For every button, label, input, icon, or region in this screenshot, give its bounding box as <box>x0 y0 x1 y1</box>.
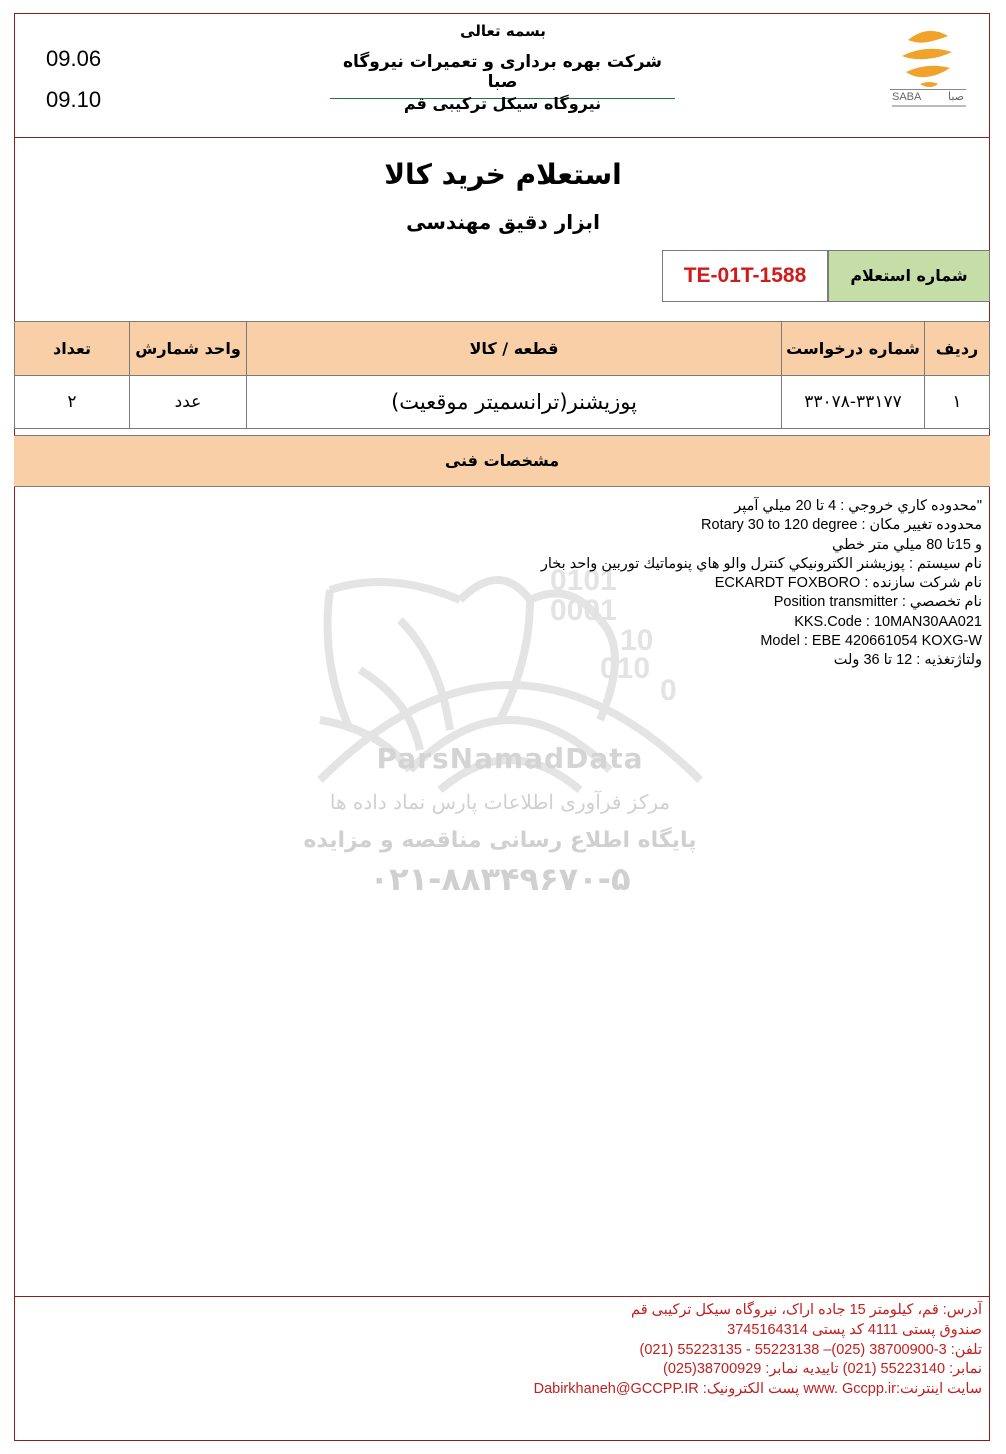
footer-web-email: سایت اینترنت:www. Gccpp.ir پست الکترونیک: Dabirkhaneh@GCCPP.IR <box>533 1381 982 1398</box>
saba-logo <box>880 22 975 112</box>
col-header-request: شماره درخواست <box>782 322 925 376</box>
table-row <box>15 376 990 429</box>
date-2: 09.10 <box>46 87 102 112</box>
cell-request-number: ۳۳۰۷۸-۳۳۱۷۷ <box>782 376 925 429</box>
date-1: 09.06 <box>46 46 102 71</box>
page-title: استعلام خرید کالا <box>384 158 622 191</box>
inquiry-number: TE-01T-1588 <box>662 250 828 302</box>
footer-phone: تلفن: 3-38700900 (025)– 55223138 - 55223135 (021) <box>639 1341 982 1358</box>
col-header-row: ردیف <box>925 322 990 376</box>
watermark-brand: ParsNamadData <box>376 742 644 775</box>
items-table <box>14 321 990 429</box>
cell-qty: ۲ <box>15 376 130 429</box>
watermark-digits-4: 010 <box>600 652 651 685</box>
watermark-phone: ۰۲۱-۸۸۳۴۹۶۷۰-۵ <box>369 860 631 898</box>
spec-line: "محدوده کاري خروجي : 4 تا 20 ميلي آمپر <box>734 498 982 514</box>
footer-postbox: صندوق پستی 4111 کد پستی 3745164314 <box>727 1321 982 1338</box>
cell-unit: عدد <box>130 376 247 429</box>
spec-line: نام شركت سازنده : ECKARDT FOXBORO <box>714 575 982 592</box>
spec-line: نام تخصصي : Position transmitter <box>773 594 982 611</box>
cell-item: پوزیشنر(ترانسمیتر موقعیت) <box>247 376 782 429</box>
specs-lines <box>282 497 982 671</box>
dates <box>46 38 101 120</box>
spec-line: نام سيستم : پوزيشنر الكترونيكي كنترل والو هاي پنوماتيك توربين واحد بخار <box>540 555 982 572</box>
watermark-digits-5: 0 <box>660 674 677 707</box>
watermark-digits-2: 0001 <box>550 594 617 627</box>
svg-text:SABA: SABA <box>892 91 922 103</box>
watermark-line-1: مرکز فرآوری اطلاعات پارس نماد داده ها <box>329 790 671 814</box>
col-header-unit: واحد شمارش <box>130 322 247 376</box>
inquiry-label: شماره استعلام <box>828 250 990 302</box>
saba-logo-icon <box>880 22 975 112</box>
footer-contact <box>282 1301 982 1400</box>
svg-text:صبا: صبا <box>947 90 964 103</box>
specs-header: مشخصات فنی <box>14 435 990 487</box>
company-name: شرکت بهره برداری و تعمیرات نیروگاه صبا <box>330 52 675 99</box>
footer-fax: نمابر: 55223140 (021) تاییدیه نمابر: 38700929(025) <box>662 1361 982 1378</box>
header-divider <box>14 137 990 138</box>
spec-line: Model : EBE 420661054 KOXG-W <box>760 633 982 650</box>
page-subtitle: ابزار دقیق مهندسی <box>406 210 600 234</box>
watermark-digits-1: 0101 <box>550 564 617 597</box>
spec-line: و 15تا 80 ميلي متر خطي <box>832 536 982 553</box>
table-header-row <box>15 322 990 376</box>
spec-line: محدوده تغيير مكان : Rotary 30 to 120 degree <box>701 517 982 534</box>
cell-row-number: ۱ <box>925 376 990 429</box>
plant-name: نیروگاه سیکل ترکیبی قم <box>403 94 602 113</box>
spec-line: KKS.Code : 10MAN30AA021 <box>794 613 982 630</box>
footer-divider <box>14 1296 990 1297</box>
col-header-item: قطعه / کالا <box>247 322 782 376</box>
footer-address: آدرس: قم، کیلومتر 15 جاده اراک، نیروگاه سیکل ترکیبی قم <box>631 1302 982 1318</box>
watermark-digits-3: 10 <box>620 624 654 657</box>
basmala: بسمه تعالی <box>460 22 546 40</box>
spec-line: ولتاژتغذيه : 12 تا 36 ولت <box>833 652 982 669</box>
watermark-line-2: پایگاه اطلاع رسانی مناقصه و مزایده <box>303 828 697 853</box>
col-header-qty: تعداد <box>15 322 130 376</box>
